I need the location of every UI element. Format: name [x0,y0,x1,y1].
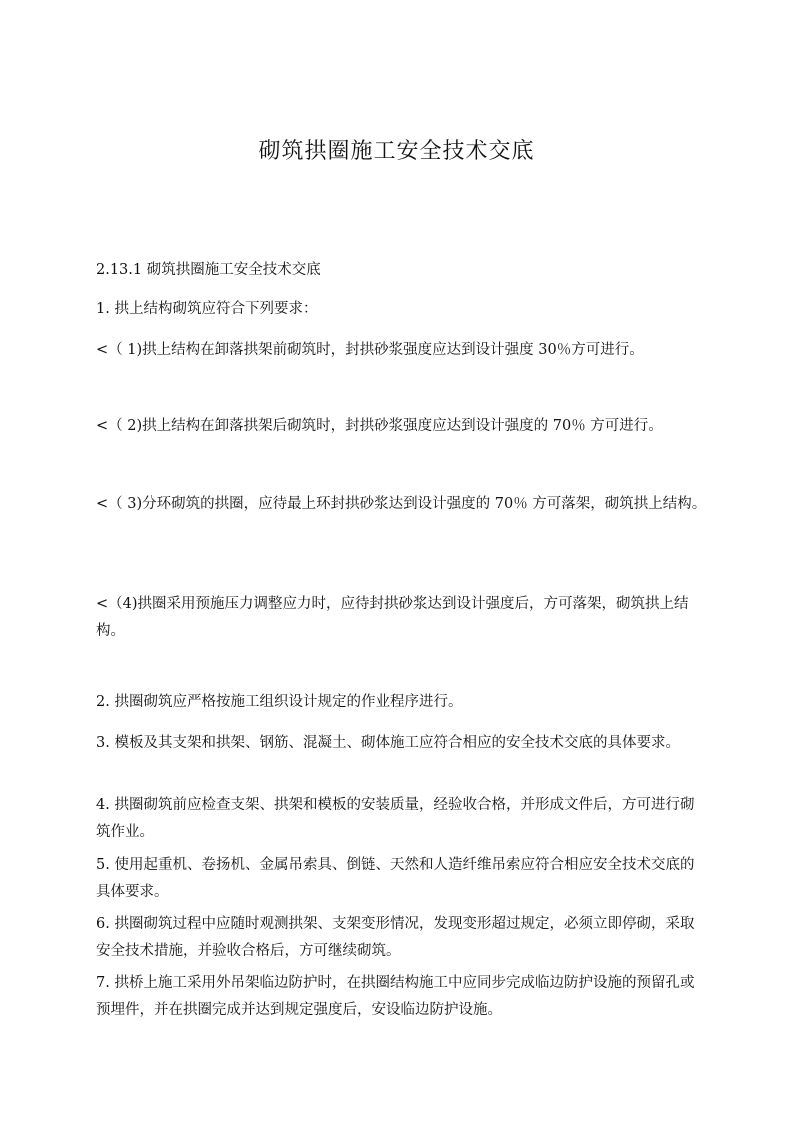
section-heading: 2.13.1 砌筑拱圈施工安全技术交底 [96,262,321,278]
paragraph-item-1: 1. 拱上结构砌筑应符合下列要求： [96,301,318,317]
paragraph-item-3: 3. 模板及其支架和拱架、钢筋、混凝土、砌体施工应符合相应的安全技术交底的具体要求。 [96,735,680,751]
paragraph-item-6: 6. 拱圈砌筑过程中应随时观测拱架、支架变形情况，发现变形超过规定，必须立即停砌，采取安全技术措施，并验收合格后，方可继续砌筑。 [96,916,695,959]
paragraph-sub-4: <（4)拱圈采用预施压力调整应力时，应待封拱砂浆达到设计强度后，方可落架，砌筑拱上结构。 [96,596,689,639]
paragraph-sub-2: <（ 2)拱上结构在卸落拱架后砌筑时，封拱砂浆强度应达到设计强度的 70％ 方可进行。 [96,418,663,434]
paragraph-item-2: 2. 拱圈砌筑应严格按施工组织设计规定的作业程序进行。 [96,694,463,710]
page-title: 砌筑拱圈施工安全技术交底 [258,139,535,164]
paragraph-item-7: 7. 拱桥上施工采用外吊架临边防护时，在拱圈结构施工中应同步完成临边防护设施的预留孔或预埋件，并在拱圈完成并达到规定强度后，安设临边防护设施。 [96,975,695,1018]
paragraph-item-4: 4. 拱圈砌筑前应检查支架、拱架和模板的安装质量，经验收合格，并形成文件后，方可进行砌筑作业。 [96,797,695,840]
paragraph-item-5: 5. 使用起重机、卷扬机、金属吊索具、倒链、天然和人造纤维吊索应符合相应安全技术交底的具体要求。 [96,857,695,900]
paragraph-sub-1: <（ 1)拱上结构在卸落拱架前砌筑时，封拱砂浆强度应达到设计强度 30％方可进行。 [96,342,644,358]
paragraph-sub-3: <（ 3)分环砌筑的拱圈，应待最上环封拱砂浆达到设计强度的 70％ 方可落架，砌筑拱上结构。 [96,496,707,512]
